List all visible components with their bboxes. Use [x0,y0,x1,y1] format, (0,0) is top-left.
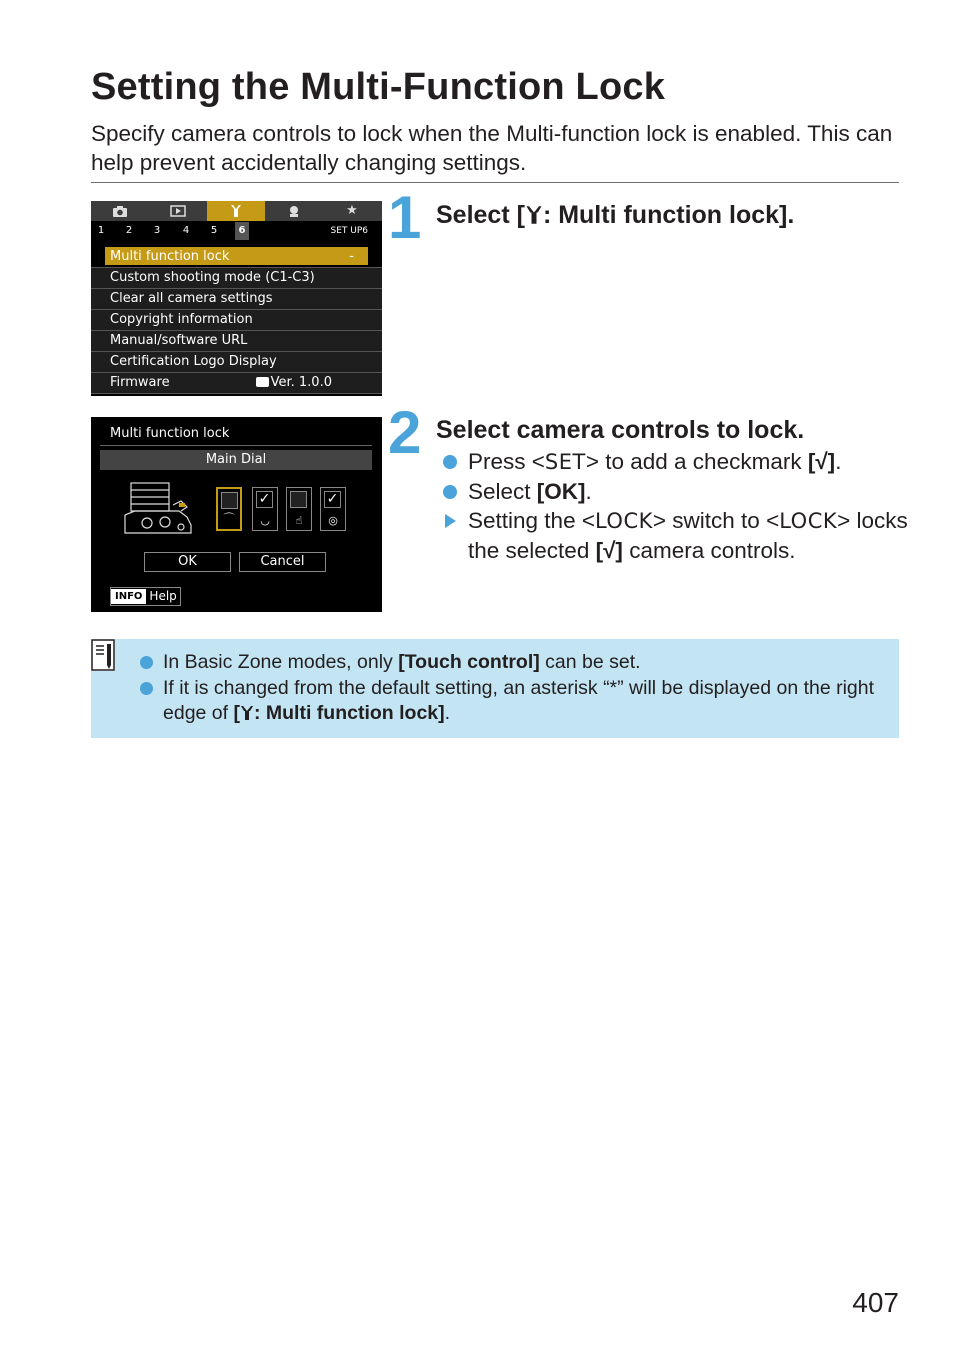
setup-page-label: SET UP6 [330,226,368,236]
menu-item-certification-logo[interactable] [91,352,382,373]
setup-menu-list [91,247,382,394]
star-icon[interactable]: ★ [346,203,358,218]
camera-body-icon [256,377,269,387]
menu-item-custom-shooting-mode[interactable] [91,268,382,289]
menu-item-label: Clear all camera settings [110,291,273,306]
subtab-5[interactable]: 5 [210,225,218,236]
subtab-4[interactable]: 4 [182,225,190,236]
menu-item-copyright-information[interactable] [91,310,382,331]
menu-subtabs [91,222,382,240]
menu-item-manual-software-url[interactable] [91,331,382,352]
menu-item-label: Manual/software URL [110,333,248,348]
title-divider [91,182,899,183]
list-item: Setting the <LOCK> switch to <LOCK> locks the selected [√] camera controls. [441,506,911,565]
quick-control-dial-control[interactable] [252,487,278,531]
lock-switch-glyph: LOCK [594,509,653,533]
divider [100,445,372,446]
checkbox[interactable]: ✓ [256,491,273,508]
firmware-value: Ver. 1.0.0 [256,373,332,393]
menu-item-value: - [349,249,354,264]
wrench-icon [240,705,254,721]
step-2-number: 2 [388,399,422,466]
page-number: 407 [852,1287,899,1318]
subtab-3[interactable]: 3 [153,225,161,236]
screen-title: Multi function lock [110,426,230,441]
quick-control-dial-icon: ◡ [260,514,270,527]
intro-text: Specify camera controls to lock when the Multi-function lock is enabled. This can help prevent accidentally changing settings. [91,121,893,175]
wrench-icon [525,205,543,225]
setup-menu-screen [91,201,382,396]
touch-icon: ☝ [295,514,303,527]
touch-control[interactable] [286,487,312,531]
step-2-heading: Select camera controls to lock. [436,416,805,444]
subtab-2[interactable]: 2 [125,225,133,236]
page-title: Setting the Multi-Function Lock [91,66,666,108]
cancel-button[interactable]: Cancel [239,552,326,572]
step-2-bullets [441,447,911,565]
camera-icon[interactable] [91,201,149,221]
selected-control-label: Main Dial [100,450,372,470]
multi-function-lock-screen [91,417,382,612]
menu-item-label: Custom shooting mode (C1-C3) [110,270,315,285]
menu-item-label: Certification Logo Display [110,354,277,369]
multi-controller-icon: ◎ [328,514,338,527]
menu-tab-bar [91,201,382,221]
camera-diagram-icon [121,481,195,537]
checkbox[interactable] [290,491,307,508]
subtab-6[interactable]: 6 [235,222,249,240]
multi-controller-control[interactable] [320,487,346,531]
playback-icon[interactable] [149,201,207,221]
checkbox[interactable]: ✓ [324,491,341,508]
menu-item-label: Firmware [110,375,170,390]
set-button-glyph: SET [544,450,586,474]
list-item: Select [OK]. [441,477,911,506]
menu-item-clear-all-settings[interactable] [91,289,382,310]
note-box [91,639,899,738]
menu-item-firmware[interactable] [91,373,382,394]
list-item: If it is changed from the default setting, an asterisk “*” will be displayed on the right edge of [ : Multi function lock]. [138,676,888,727]
step-1-heading: Select [ : Multi function lock]. [436,201,795,229]
step-1-number: 1 [388,184,422,251]
subtab-1[interactable]: 1 [97,225,105,236]
menu-item-label: Copyright information [110,312,253,327]
ok-button[interactable]: OK [144,552,231,572]
lock-switch-glyph: LOCK [779,509,838,533]
info-help-button[interactable] [110,587,181,606]
main-dial-icon: ⌒ [223,512,235,525]
help-label: Help [149,589,177,603]
network-icon[interactable] [265,201,323,221]
wrench-icon[interactable] [207,201,265,221]
note-list [138,650,888,727]
checkbox[interactable] [221,492,238,509]
list-item: In Basic Zone modes, only [Touch control] can be set. [138,650,888,676]
main-dial-control[interactable] [216,487,242,531]
info-badge: INFO [111,589,146,604]
menu-item-label: Multi function lock [110,249,230,264]
memo-icon [91,639,115,671]
list-item: Press <SET> to add a checkmark [√]. [441,447,911,477]
menu-item-multi-function-lock[interactable] [91,247,382,268]
